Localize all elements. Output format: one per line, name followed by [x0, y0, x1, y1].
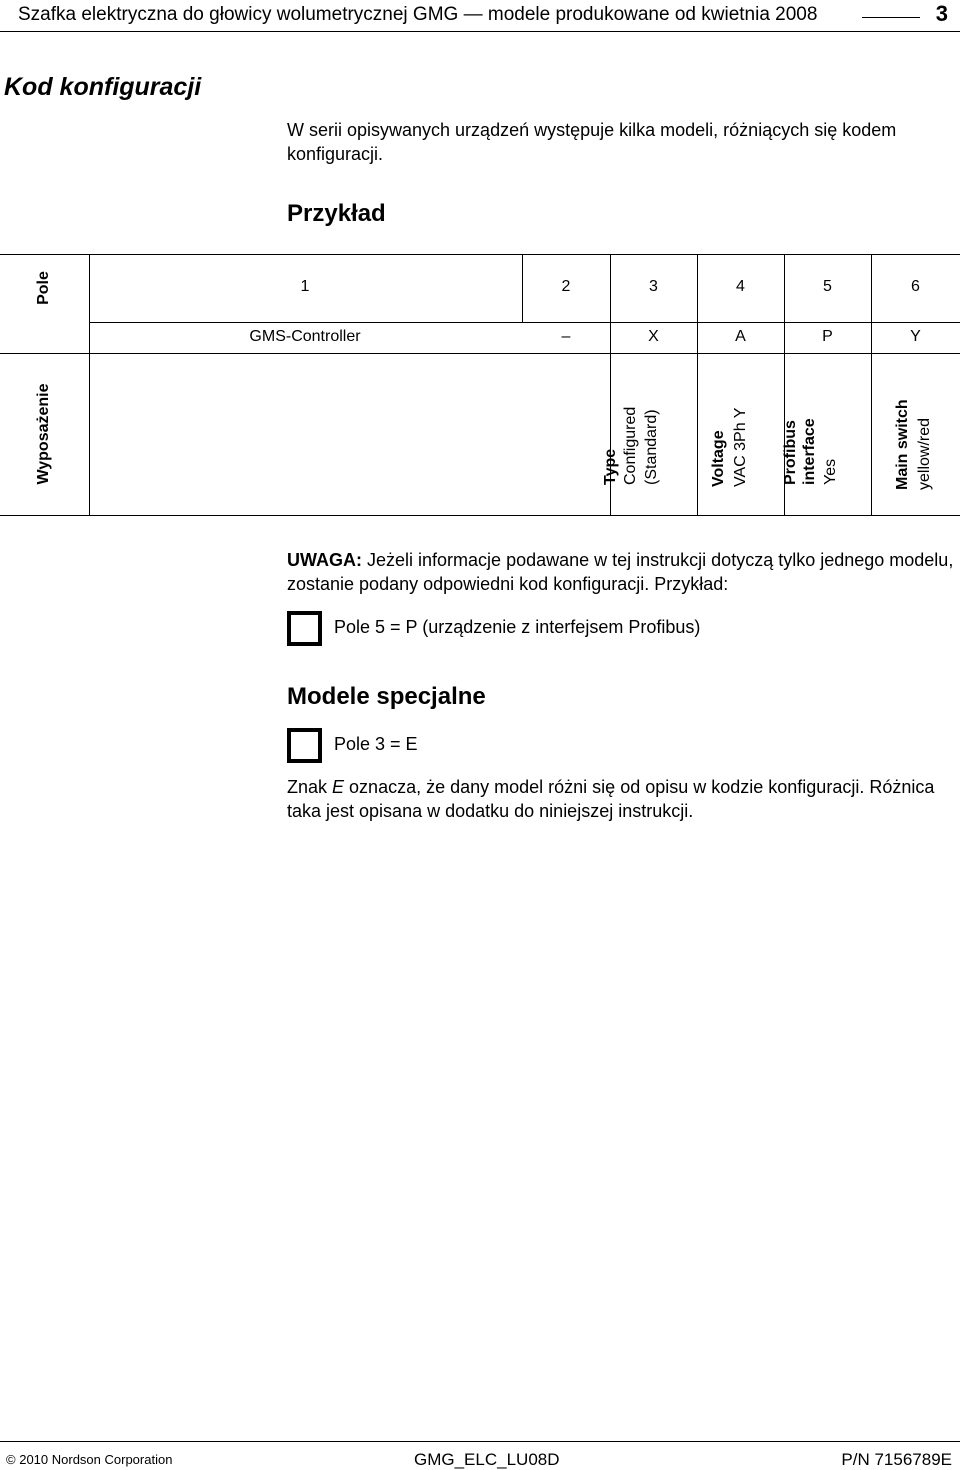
table-line — [89, 322, 960, 323]
code-cell: X — [648, 328, 659, 345]
special-paragraph — [287, 775, 957, 823]
code-cell: Y — [910, 328, 921, 345]
equipment-name: Type — [602, 448, 619, 485]
section-title: Kod konfiguracji — [4, 73, 202, 101]
equipment-profibus — [781, 375, 845, 485]
equipment-name: Main switch — [894, 399, 911, 490]
copyright-icon: © — [6, 1452, 16, 1467]
note-label: UWAGA: — [287, 550, 362, 570]
equipment-type — [602, 365, 666, 485]
special-text-em: E — [332, 777, 345, 797]
special-models-title: Modele specjalne — [287, 683, 486, 710]
table-line — [89, 254, 90, 516]
controller-label: GMS-Controller — [249, 328, 361, 345]
field-number: 2 — [561, 278, 571, 295]
equipment-value: yellow/red — [916, 417, 933, 490]
footer-doc-code: GMG_ELC_LU08D — [414, 1450, 560, 1469]
field-number: 4 — [736, 278, 745, 295]
row-label-pole: Pole — [35, 271, 52, 305]
configuration-table — [0, 254, 960, 516]
checkbox-square-icon — [287, 728, 322, 763]
equipment-value: VAC 3Ph Y — [732, 407, 749, 487]
note-text: Jeżeli informacje podawane w tej instrukcji dotyczą tylko jednego modelu, zostanie podany odpowiedni kod konfiguracji. Przykład: — [287, 550, 954, 594]
checkbox-square-icon — [287, 611, 322, 646]
footer-copyright — [6, 1452, 172, 1467]
table-line — [0, 353, 960, 354]
copyright-text: 2010 Nordson Corporation — [19, 1452, 173, 1467]
intro-paragraph: W serii opisywanych urządzeń występuje kilka modeli, różniących się kodem konfiguracji. — [287, 120, 897, 164]
special-text-post: oznacza, że dany model różni się od opisu w kodzie konfiguracji. Różnica taka jest opisana w dodatku do niniejszej instrukcji. — [287, 777, 935, 821]
code-cell: – — [561, 328, 571, 345]
code-cell: A — [735, 328, 746, 345]
note-paragraph — [287, 548, 957, 596]
special-example: Pole 3 = E — [334, 734, 418, 754]
page-number: 3 — [935, 1, 948, 26]
equipment-main-switch — [892, 372, 936, 490]
field-number: 1 — [300, 278, 310, 295]
row-label-equipment: Wyposażenie — [35, 383, 52, 485]
header-rule — [0, 31, 960, 32]
table-line — [0, 515, 960, 516]
equipment-voltage — [708, 367, 752, 487]
field-number: 6 — [911, 278, 920, 295]
field-number: 5 — [823, 278, 832, 295]
equipment-name: Voltage — [710, 430, 727, 487]
equipment-name: Profibus interface — [782, 418, 818, 485]
header-dash — [862, 17, 920, 18]
note-example: Pole 5 = P (urządzenie z interfejsem Profibus) — [334, 617, 701, 637]
code-cell: P — [822, 328, 833, 345]
table-line — [0, 254, 960, 255]
running-header: Szafka elektryczna do głowicy wolumetrycznej GMG — modele produkowane od kwietnia 2008 — [18, 4, 818, 25]
footer-rule — [0, 1441, 960, 1442]
example-title: Przykład — [287, 200, 386, 227]
special-text-pre: Znak — [287, 777, 333, 797]
field-number: 3 — [649, 278, 658, 295]
footer-part-number: P/N 7156789E — [841, 1450, 952, 1469]
equipment-value: Configured (Standard) — [622, 406, 660, 485]
equipment-value: Yes — [822, 458, 839, 485]
